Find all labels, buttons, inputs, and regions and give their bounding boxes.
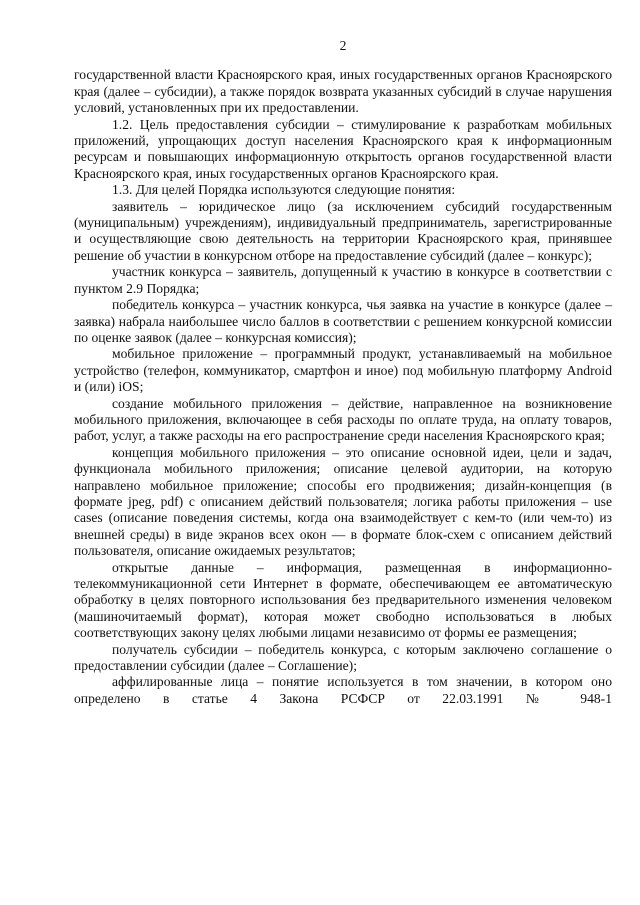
definition-contest-participant: участник конкурса – заявитель, допущенный к участию в конкурсе в соответствии с пунктом 2.9 Порядка; <box>74 264 612 296</box>
paragraph-continuation: государственной власти Красноярского края, иных государственных органов Красноярского края (далее – субсидии), а также порядок возврата указанных субсидий в случае нарушения условий, установленных при их предоставлении. <box>74 67 612 116</box>
definition-applicant: заявитель – юридическое лицо (за исключением субсидий государственным (муниципальным) учреждениям), индивидуальный предприниматель, зарегистрированные и осуществляющие свою деятельность на территории Красноярского края, принявшее решение об участии в конкурсном отборе на предоставление субсидий (далее – конкурс); <box>74 198 612 263</box>
definition-app-creation: создание мобильного приложения – действие, направленное на возникновение мобильного приложения, включающее в себя расходы по оплате труда, на оплату товаров, работ, услуг, а также расходы на его распространение среди населения Красноярского края; <box>74 395 612 444</box>
page-number: 2 <box>339 38 347 53</box>
document-body <box>74 67 612 707</box>
definition-mobile-app: мобильное приложение – программный продукт, устанавливаемый на мобильное устройство (телефон, коммуникатор, смартфон и иное) под мобильную платформу Android и (или) iOS; <box>74 346 612 395</box>
definition-subsidy-recipient: получатель субсидии – победитель конкурса, с которым заключено соглашение о предоставлении субсидии (далее – Соглашение); <box>74 641 612 674</box>
definition-affiliated-persons: аффилированные лица – понятие используется в том значении, в котором оно определено в статье 4 Закона РСФСР от 22.03.1991 № 948-1 <box>74 674 612 706</box>
paragraph-1-2-goal: 1.2. Цель предоставления субсидии – стимулирование к разработкам мобильных приложений, упрощающих доступ населения Красноярского края к информационным ресурсам и повышающих информационную открытость органов государственной власти Красноярского края, иных государственных органов Красноярского края. <box>74 116 612 181</box>
definition-contest-winner: победитель конкурса – участник конкурса, чья заявка на участие в конкурсе (далее – заявка) набрала наибольшее число баллов в соответствии с решением конкурсной комиссии по оценке заявок (далее – конкурсная комиссия); <box>74 297 612 345</box>
paragraph-1-3-definitions-intro: 1.3. Для целей Порядка используются следующие понятия: <box>112 182 456 198</box>
definition-app-concept: концепция мобильного приложения – это описание основной идеи, цели и задач, функционала мобильного приложения; описание целевой аудитории, на которую направлено мобильное приложение; способы его продвижения; дизайн-концепция (в формате jpeg, pdf) с описанием действий пользователя; логика работы приложения – use cases (описание поведения системы, когда она взаимодействует с кем-то (или чем-то) из внешней среды) в виде экранов всех окон — в формате блок-схем с описанием действий пользователя, описание ожидаемых результатов; <box>74 444 612 559</box>
definition-open-data: открытые данные – информация, размещенная в информационно-телекоммуникационной сети Интернет в формате, обеспечивающем ее автоматическую обработку в целях повторного использования без предварительного изменения человеком (машиночитаемый формат), которая может свободно использоваться в любых соответствующих закону целях любыми лицами независимо от формы ее размещения; <box>74 559 612 641</box>
